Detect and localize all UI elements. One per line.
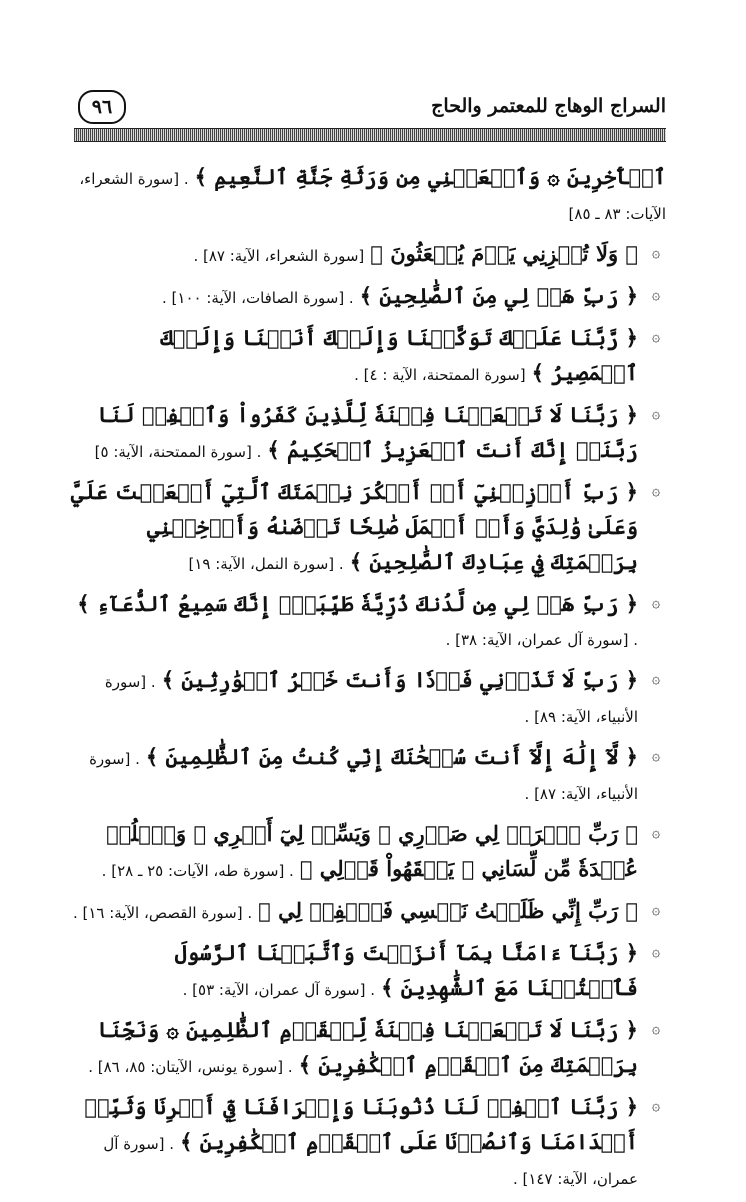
verse-reference: . [سورة آل عمران، الآية: ١٤٧] .: [103, 1135, 638, 1188]
verse-reference: . [سورة القصص، الآية: ١٦] .: [72, 904, 253, 922]
verse-text: ﴿ رَبَّنَا لَا تَجۡعَلۡنَا فِتۡنَةٗ لِّلۡقَوۡمِ ٱلظَّٰلِمِينَ ۞ وَنَجِّنَا بِرَحۡمَتِكَ مِنَ ٱلۡقَوۡمِ ٱلۡكَٰفِرِينَ ﴾: [97, 1017, 638, 1077]
supplication-list: [68, 160, 666, 1202]
page-header: [74, 90, 666, 124]
verse-reference: . [سورة طه، الآيات: ٢٥ ـ ٢٨] .: [101, 862, 294, 880]
verse-reference: [سورة الشعراء، الآية: ٨٧] .: [193, 247, 365, 265]
star-ornament-icon: ۞: [651, 243, 661, 261]
verse-text: ﴿ رَبَّنَا ٱغۡفِرۡ لَنَا ذُنُوبَنَا وَإِسۡرَافَنَا فِيٓ أَمۡرِنَا وَثَبِّتۡ أَقۡدَامَنَا وَٱنصُرۡنَا عَلَى ٱلۡقَوۡمِ ٱلۡكَٰفِرِينَ ﴾: [84, 1094, 638, 1154]
star-ornament-icon: ۞: [651, 823, 661, 841]
list-item: [68, 321, 666, 392]
list-item: [68, 1013, 666, 1084]
list-item: [68, 936, 666, 1007]
star-ornament-icon: ۞: [651, 669, 661, 687]
verse-text: ﴿ رَبِّ ٱشۡرَحۡ لِي صَدۡرِي ۞ وَيَسِّرۡ لِيٓ أَمۡرِي ۞ وَٱحۡلُلۡ عُقۡدَةٗ مِّن لِّسَانِي ۞ يَفۡقَهُواْ قَوۡلِي ﴾: [106, 821, 638, 881]
star-ornament-icon: ۞: [651, 481, 661, 499]
list-item: [68, 398, 666, 469]
list-item: [68, 160, 666, 231]
verse-reference: . [سورة الممتحنة، الآية: ٥]: [94, 443, 262, 461]
verse-reference: . [سورة آل عمران، الآية: ٣٨] .: [445, 631, 638, 649]
star-ornament-icon: ۞: [651, 1019, 661, 1037]
star-ornament-icon: ۞: [651, 593, 661, 611]
verse-reference: . [سورة النمل، الآية: ١٩]: [188, 555, 344, 573]
list-item: [68, 237, 666, 273]
verse-text: ﴿ رَبِّ أَوۡزِعۡنِيٓ أَنۡ أَشۡكُرَ نِعۡمَتَكَ ٱلَّتِيٓ أَنۡعَمۡتَ عَلَيَّ وَعَلَىٰ وَٰلِدَيَّ وَأَنۡ أَعۡمَلَ صَٰلِحٗا تَرۡضَىٰهُ وَأَدۡخِلۡنِي بِرَحۡمَتِكَ فِي عِبَادِكَ ٱلصَّٰلِحِينَ ﴾: [70, 479, 638, 574]
verse-reference: . [سورة الشعراء، الآيات: ٨٣ ـ ٨٥]: [79, 170, 666, 223]
verse-text: ٱلۡأٓخِرِينَ ۞ وَٱجۡعَلۡنِي مِن وَرَثَةِ جَنَّةِ ٱلنَّعِيمِ ﴾: [194, 164, 666, 189]
star-ornament-icon: ۞: [651, 404, 661, 422]
list-item: [68, 279, 666, 315]
star-ornament-icon: ۞: [651, 900, 661, 918]
verse-reference: . [سورة الأنبياء، الآية: ٨٩] .: [104, 673, 638, 726]
verse-text: ﴿ رَبِّ هَبۡ لِي مِنَ ٱلصَّٰلِحِينَ ﴾: [359, 283, 638, 308]
verse-text: ﴿ رَبِّ هَبۡ لِي مِن لَّدُنكَ ذُرِّيَّةٗ طَيِّبَةًۖ إِنَّكَ سَمِيعُ ٱلدُّعَآءِ ﴾: [77, 591, 638, 616]
list-item: [68, 663, 666, 734]
list-item: [68, 894, 666, 930]
star-ornament-icon: ۞: [651, 285, 661, 303]
star-ornament-icon: ۞: [651, 327, 661, 345]
verse-text: ﴿ رَبِّ إِنِّي ظَلَمۡتُ نَفۡسِي فَٱغۡفِرۡ لِي ﴾: [258, 898, 638, 923]
verse-text: ﴿ وَلَا تُخۡزِنِي يَوۡمَ يُبۡعَثُونَ ﴾: [370, 241, 638, 266]
header-rule: [74, 128, 666, 142]
verse-text: ﴿ رَّبَّنَا عَلَيۡكَ تَوَكَّلۡنَا وَإِلَيۡكَ أَنَبۡنَا وَإِلَيۡكَ ٱلۡمَصِيرُ ﴾: [160, 325, 638, 385]
verse-reference: . [سورة الصافات، الآية: ١٠٠] .: [162, 289, 354, 307]
verse-text: ﴿ رَبِّ لَا تَذَرۡنِي فَرۡدٗا وَأَنتَ خَيۡرُ ٱلۡوَٰرِثِينَ ﴾: [161, 667, 638, 692]
list-item: [68, 1090, 666, 1196]
verse-text: ﴿ لَّآ إِلَٰهَ إِلَّآ أَنتَ سُبۡحَٰنَكَ إِنِّي كُنتُ مِنَ ٱلظَّٰلِمِينَ ﴾: [145, 744, 638, 769]
list-item: [68, 587, 666, 657]
list-item: [68, 475, 666, 581]
verse-reference: . [سورة يونس، الآيتان: ٨٥، ٨٦] .: [88, 1058, 293, 1076]
star-ornament-icon: ۞: [651, 942, 661, 960]
verse-text: ﴿ رَبَّنَا لَا تَجۡعَلۡنَا فِتۡنَةٗ لِّلَّذِينَ كَفَرُواْ وَٱغۡفِرۡ لَنَا رَبَّنَآۖ إِنَّكَ أَنتَ ٱلۡعَزِيزُ ٱلۡحَكِيمُ ﴾: [97, 402, 638, 462]
list-item: [68, 740, 666, 811]
running-title: السراج الوهاج للمعتمر والحاج: [431, 95, 666, 117]
verse-reference: [سورة الممتحنة، الآية : ٤] .: [354, 366, 526, 384]
page-number: ٩٦: [78, 90, 126, 124]
verse-reference: . [سورة الأنبياء، الآية: ٨٧] .: [89, 750, 638, 803]
star-ornament-icon: ۞: [651, 746, 661, 764]
star-ornament-icon: ۞: [651, 1096, 661, 1114]
verse-reference: . [سورة آل عمران، الآية: ٥٣] .: [182, 981, 376, 999]
list-item: [68, 817, 666, 888]
verse-text: ﴿ رَبَّنَآ ءَامَنَّا بِمَآ أَنزَلۡتَ وَٱتَّبَعۡنَا ٱلرَّسُولَ فَٱكۡتُبۡنَا مَعَ ٱلشَّٰهِدِينَ ﴾: [174, 940, 638, 1000]
